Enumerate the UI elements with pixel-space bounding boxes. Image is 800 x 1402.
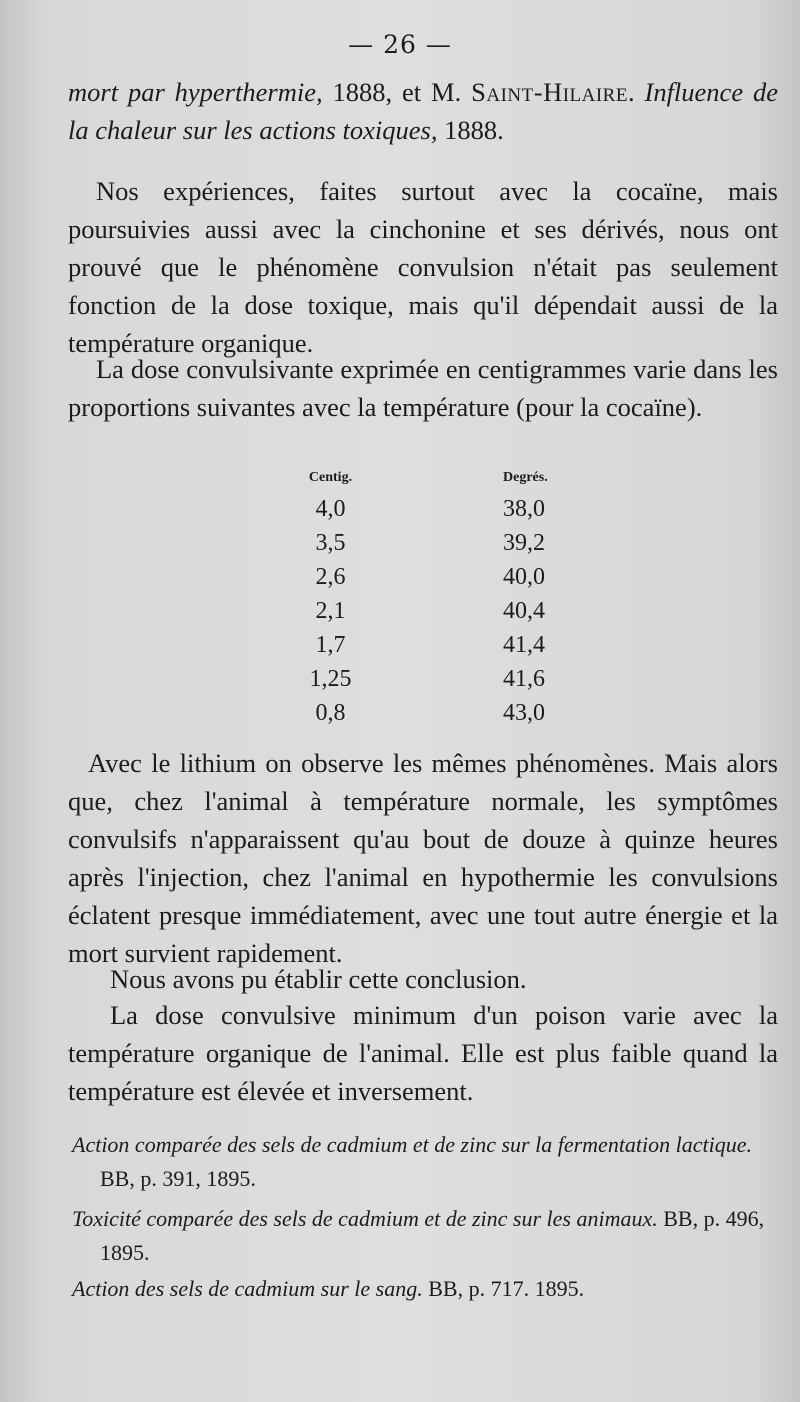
dose-cell: 2,1 <box>315 598 346 624</box>
paragraph-5: La dose convulsive minimum d'un poison varie avec la température organique de l'animal. Elle est plus faible quand la température est élevée et inversement. <box>68 1000 778 1106</box>
table-row <box>268 696 588 730</box>
paragraph-4: Nous avons pu établir cette conclusion. <box>110 964 527 994</box>
temp-cell: 41,4 <box>503 632 545 658</box>
temp-cell: 40,4 <box>503 598 545 624</box>
temp-cell: 40,0 <box>503 564 545 590</box>
dose-cell: 3,5 <box>315 530 346 556</box>
header-degres: Degrés. <box>503 470 548 485</box>
reference-3 <box>72 1272 784 1306</box>
reference-source: BB, p. 496, 1895. <box>100 1206 765 1265</box>
dose-cell: 2,6 <box>315 564 346 590</box>
reference-title: Action des sels de cadmium sur le sang. <box>72 1276 423 1301</box>
reference-title: Action comparée des sels de cadmium et de zinc sur la fermentation lactique. <box>72 1132 753 1157</box>
dose-cell: 0,8 <box>315 700 346 726</box>
table-row <box>268 526 588 560</box>
dose-cell: 1,7 <box>315 632 346 658</box>
table-row <box>268 628 588 662</box>
page-number: — 26 — <box>348 30 452 59</box>
ref-part2: 1888, et M. <box>322 77 472 107</box>
reference-source: BB, p. 391, 1895. <box>100 1166 256 1191</box>
table-row <box>268 594 588 628</box>
reference-1 <box>72 1128 784 1196</box>
dose-cell: 1,25 <box>309 666 352 692</box>
dose-cell: 4,0 <box>315 496 346 522</box>
ref-year: 1888. <box>437 115 504 145</box>
reference-source: BB, p. 717. 1895. <box>422 1276 585 1301</box>
header-centig: Centig. <box>308 470 353 485</box>
paragraph-1: Nos expériences, faites surtout avec la cocaïne, mais poursuivies aussi avec la cinchonine et ses dérivés, nous ont prouvé que le phénomène convulsion n'était pas seulement fonction de la dose toxique, mais qu'il dépendait aussi de la température organique. <box>68 176 778 358</box>
table-header <box>268 470 588 492</box>
ref-author: Saint-Hilaire <box>471 77 628 107</box>
dose-temperature-table <box>268 470 588 730</box>
temp-cell: 39,2 <box>503 530 545 556</box>
temp-cell: 43,0 <box>503 700 545 726</box>
reference-2 <box>72 1202 784 1270</box>
temp-cell: 38,0 <box>503 496 545 522</box>
ref-part1: mort par hyperthermie, <box>68 77 323 107</box>
table-row <box>268 560 588 594</box>
ref-title: Influence de la chaleur sur les actions toxiques, <box>68 77 778 145</box>
table-row <box>268 492 588 526</box>
top-reference <box>68 73 778 149</box>
ref-part3: . <box>627 77 645 107</box>
paragraph-2: La dose convulsivante exprimée en centigrammes varie dans les proportions suivantes avec la température (pour la cocaïne). <box>68 354 778 422</box>
temp-cell: 41,6 <box>503 666 545 692</box>
reference-title: Toxicité comparée des sels de cadmium et de zinc sur les animaux. <box>72 1206 658 1231</box>
paragraph-3: Avec le lithium on observe les mêmes phénomènes. Mais alors que, chez l'animal à température normale, les symptômes convulsifs n'apparaissent qu'au bout de douze à quinze heures après l'injection, chez l'animal en hypothermie les convulsions éclatent presque immédiatement, avec une tout autre énergie et la mort survient rapidement. <box>68 748 778 968</box>
table-row <box>268 662 588 696</box>
